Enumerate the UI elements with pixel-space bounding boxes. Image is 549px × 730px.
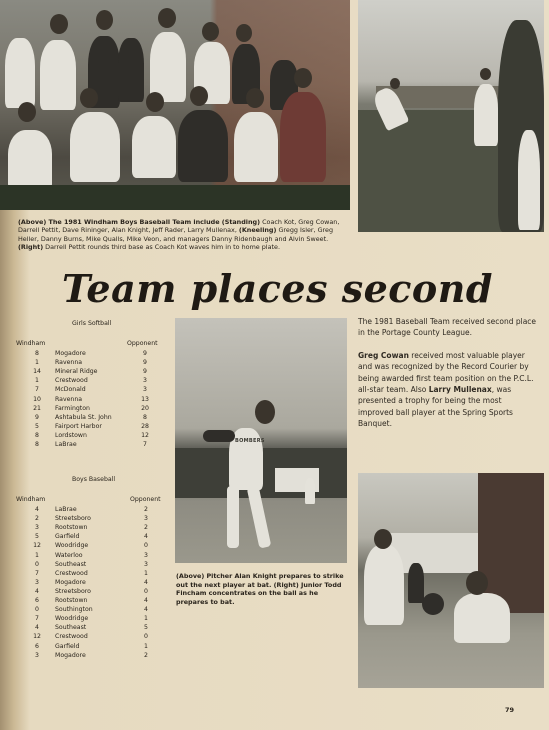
baseball-opponent-team: Woodridge — [55, 615, 89, 623]
softball-opponent-score: 20 — [141, 404, 149, 412]
baseball-opponent-score: 4 — [144, 533, 148, 541]
softball-windham-score: 7 — [35, 386, 39, 394]
baseball-opponent-team: Streetsboro — [55, 587, 91, 595]
softball-windham-score: 8 — [35, 431, 39, 439]
softball-opponent-team: Mineral Ridge — [55, 368, 98, 376]
baseball-row — [0, 642, 170, 651]
softball-windham-score: 14 — [33, 368, 41, 376]
grass-ground — [0, 185, 350, 210]
baseball-opponent-team: Crestwood — [55, 633, 88, 641]
softball-opponent-team: Crestwood — [55, 377, 88, 385]
softball-opponent-team: Ravenna — [55, 359, 83, 367]
baseball-col-home: Windham — [16, 496, 46, 503]
baseball-row — [0, 651, 170, 660]
softball-opponent-team: Mogadore — [55, 350, 86, 357]
softball-opponent-score: 7 — [143, 441, 147, 448]
article-paragraph-2: Greg Cowan received most valuable player and was recognized by the Record Courier by being awarded first team position on the P.C.L. all-star team. Also Larry Mullenax, was presented a trophy for being the most improved ball player at the Spring Sports Banquet. — [358, 350, 534, 429]
baseball-windham-score: 0 — [35, 560, 39, 568]
softball-opponent-team: McDonald — [55, 386, 86, 394]
baseball-windham-score: 7 — [35, 569, 39, 577]
baseball-opponent-team: Streetsboro — [55, 515, 91, 523]
softball-row — [0, 349, 170, 358]
baseball-windham-score: 4 — [35, 587, 39, 595]
softball-opponent-score: 3 — [143, 386, 147, 394]
baseball-row — [0, 632, 170, 641]
baseball-row — [0, 532, 170, 541]
softball-row — [0, 404, 170, 413]
softball-row — [0, 422, 170, 431]
softball-row — [0, 367, 170, 376]
baseball-opponent-team: Mogadore — [55, 651, 86, 659]
article-body — [358, 316, 538, 441]
baseball-row — [0, 578, 170, 587]
baseball-windham-score: 1 — [35, 551, 39, 559]
baseball-opponent-score: 1 — [144, 569, 148, 577]
softball-opponent-score: 3 — [143, 377, 147, 385]
baseball-opponent-score: 2 — [144, 524, 148, 532]
softball-opponent-score: 13 — [141, 395, 149, 403]
softball-opponent-score: 8 — [143, 413, 147, 421]
softball-opponent-score: 12 — [141, 431, 149, 439]
baseball-row — [0, 560, 170, 569]
softball-opponent-team: Fairport Harbor — [55, 422, 102, 430]
baseball-windham-score: 12 — [33, 542, 41, 550]
baseball-opponent-score: 0 — [144, 542, 148, 550]
baseball-opponent-team: Southeast — [55, 560, 87, 568]
baseball-row — [0, 551, 170, 560]
softball-opponent-team: Lordstown — [55, 431, 87, 439]
baseball-row — [0, 587, 170, 596]
baseball-col-away: Opponent — [130, 496, 161, 503]
softball-row — [0, 376, 170, 385]
baseball-opponent-score: 5 — [144, 624, 148, 632]
baseball-row — [0, 623, 170, 632]
baseball-opponent-score: 0 — [144, 587, 148, 595]
baseball-opponent-score: 0 — [144, 633, 148, 641]
baseball-opponent-team: Waterloo — [55, 551, 83, 559]
baseball-opponent-team: Southington — [55, 606, 93, 614]
softball-col-home: Windham — [16, 340, 46, 347]
softball-opponent-team: Ravenna — [55, 395, 83, 403]
baseball-windham-score: 12 — [33, 633, 41, 641]
baseball-windham-score: 7 — [35, 615, 39, 623]
baseball-windham-score: 3 — [35, 524, 39, 532]
baseball-opponent-team: Mogadore — [55, 578, 86, 586]
softball-windham-score: 9 — [35, 413, 39, 421]
baseball-opponent-team: Woodridge — [55, 542, 89, 550]
softball-row — [0, 440, 170, 449]
baseball-windham-score: 3 — [35, 651, 39, 659]
softball-opponent-team: Ashtabula St. John — [55, 413, 112, 421]
pitcher-caption: (Above) Pitcher Alan Knight prepares to strike out the next player at bat. (Right) Junior Todd Fincham concentrates on the ball as he prepares to bat. — [176, 572, 344, 606]
catcher-photo — [358, 473, 544, 688]
pitcher-jersey-text: BOMBERS — [235, 438, 265, 444]
baseball-opponent-team: Crestwood — [55, 569, 88, 577]
baseball-opponent-score: 3 — [144, 560, 148, 568]
page-headline: Team places second — [62, 266, 493, 311]
baseball-windham-score: 2 — [35, 515, 39, 523]
baseball-opponent-score: 3 — [144, 551, 148, 559]
baseball-row — [0, 523, 170, 532]
softball-opponent-score: 9 — [143, 350, 147, 357]
baseball-windham-score: 4 — [35, 624, 39, 632]
third-base-photo — [358, 0, 544, 232]
baseball-windham-score: 4 — [35, 506, 39, 513]
baseball-opponent-score: 4 — [144, 597, 148, 604]
baseball-windham-score: 6 — [35, 597, 39, 604]
baseball-row — [0, 569, 170, 578]
baseball-opponent-score: 3 — [144, 515, 148, 523]
softball-opponent-team: Farmington — [55, 404, 90, 412]
baseball-opponent-score: 4 — [144, 606, 148, 614]
baseball-opponent-team: Rootstown — [55, 597, 88, 604]
baseball-opponent-team: Garfield — [55, 642, 80, 650]
baseball-opponent-score: 4 — [144, 578, 148, 586]
team-photo-caption: (Above) The 1981 Windham Boys Baseball Team include (Standing) Coach Kot, Greg Cowan, Darrell Pettit, Dave Rininger, Alan Knight, Jeff Rader, Larry Mullenax, (Kneeling) Gregg Isler, Greg Heller, Danny Burns, Mike Qualls, Mike Veon, and managers Danny Ridenbaugh and Alvin Sweet. (Right) Darrell Pettit rounds third base as Coach Kot waves him in to home plate. — [18, 218, 340, 252]
baseball-opponent-team: Rootstown — [55, 524, 88, 532]
baseball-opponent-score: 1 — [144, 642, 148, 650]
softball-windham-score: 1 — [35, 377, 39, 385]
baseball-opponent-score: 1 — [144, 615, 148, 623]
page-number: 79 — [505, 706, 515, 714]
baseball-opponent-score: 2 — [144, 506, 148, 513]
baseball-windham-score: 0 — [35, 606, 39, 614]
baseball-windham-score: 5 — [35, 533, 39, 541]
softball-opponent-score: 9 — [143, 368, 147, 376]
softball-windham-score: 1 — [35, 359, 39, 367]
softball-title: Girls Softball — [72, 320, 112, 327]
baseball-row — [0, 605, 170, 614]
softball-windham-score: 5 — [35, 422, 39, 430]
baseball-windham-score: 3 — [35, 578, 39, 586]
baseball-opponent-score: 2 — [144, 651, 148, 659]
baseball-row — [0, 596, 170, 605]
softball-row — [0, 431, 170, 440]
baseball-opponent-team: Southeast — [55, 624, 87, 632]
baseball-title: Boys Baseball — [72, 476, 116, 483]
softball-opponent-score: 28 — [141, 422, 149, 430]
baseball-row — [0, 614, 170, 623]
baseball-row — [0, 514, 170, 523]
softball-windham-score: 8 — [35, 350, 39, 357]
softball-windham-score: 10 — [33, 395, 41, 403]
baseball-row — [0, 541, 170, 550]
baseball-windham-score: 6 — [35, 642, 39, 650]
softball-opponent-team: LaBrae — [55, 441, 77, 448]
pitcher-photo — [175, 318, 347, 563]
softball-col-away: Opponent — [127, 340, 158, 347]
softball-row — [0, 395, 170, 404]
softball-opponent-score: 9 — [143, 359, 147, 367]
softball-windham-score: 21 — [33, 404, 41, 412]
article-paragraph-1: The 1981 Baseball Team received second place in the Portage County League. — [358, 317, 537, 338]
softball-row — [0, 385, 170, 394]
team-photo — [0, 0, 350, 210]
baseball-opponent-team: Garfield — [55, 533, 80, 541]
softball-windham-score: 8 — [35, 441, 39, 448]
baseball-opponent-team: LaBrae — [55, 506, 77, 513]
softball-row — [0, 413, 170, 422]
softball-row — [0, 358, 170, 367]
baseball-row — [0, 505, 170, 514]
